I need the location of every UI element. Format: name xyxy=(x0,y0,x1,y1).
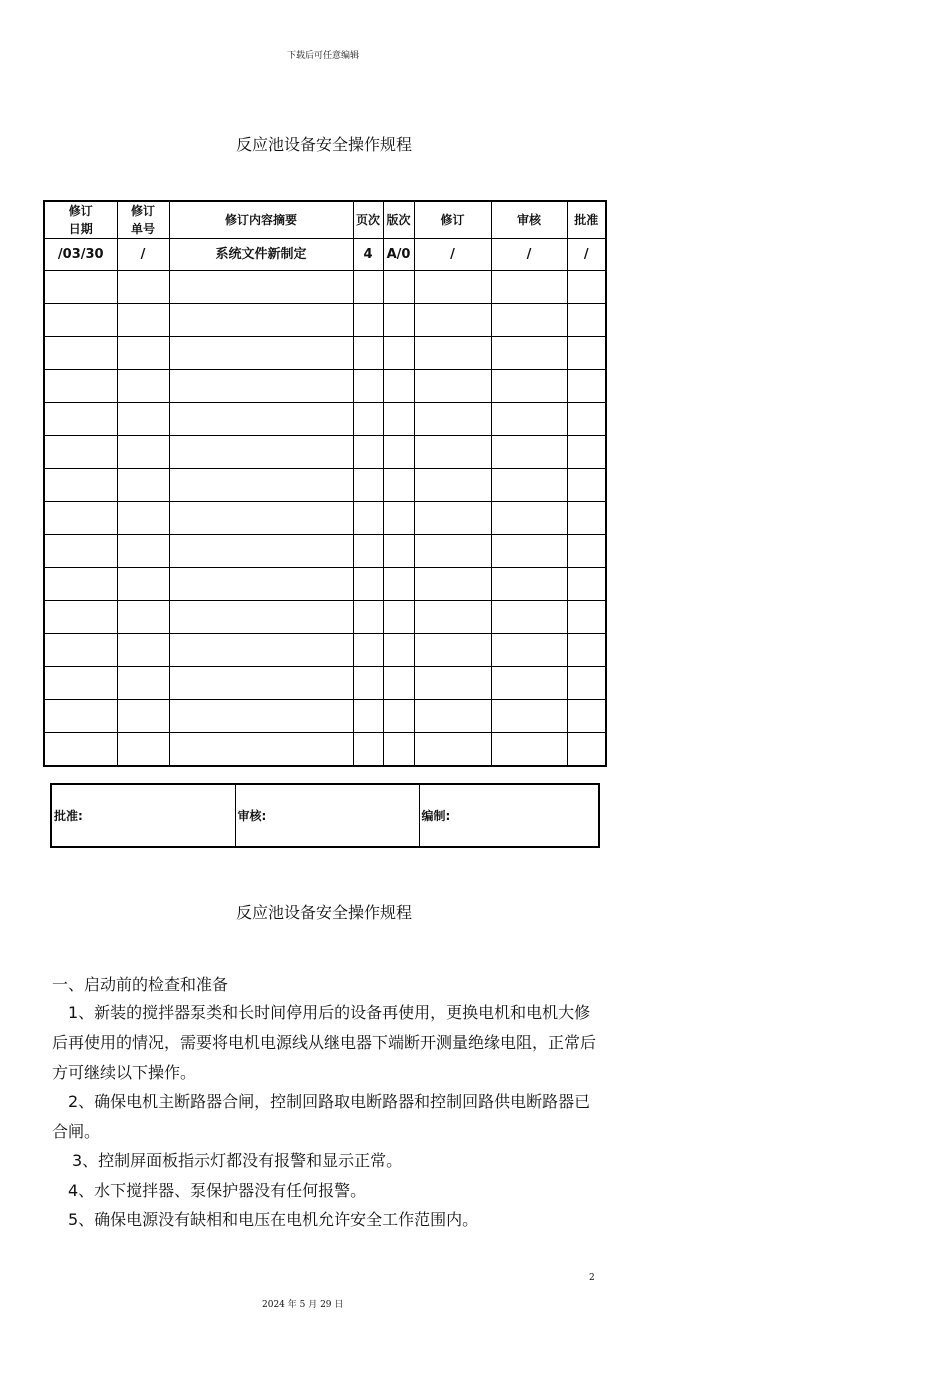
empty-table-cell xyxy=(414,601,491,634)
empty-table-cell xyxy=(44,403,117,436)
empty-table-cell xyxy=(414,337,491,370)
empty-table-cell xyxy=(414,370,491,403)
empty-table-row xyxy=(44,469,606,502)
empty-table-cell xyxy=(169,733,353,767)
empty-table-cell xyxy=(414,535,491,568)
empty-table-cell xyxy=(567,733,606,767)
column-header: 修订 日期 xyxy=(44,201,117,239)
empty-table-cell xyxy=(353,535,383,568)
empty-table-cell xyxy=(383,469,414,502)
empty-table-cell xyxy=(567,337,606,370)
empty-table-cell xyxy=(44,502,117,535)
empty-table-cell xyxy=(169,568,353,601)
empty-table-cell xyxy=(169,601,353,634)
empty-table-cell xyxy=(383,634,414,667)
empty-table-cell xyxy=(117,700,169,733)
empty-table-cell xyxy=(383,337,414,370)
column-header: 修订 xyxy=(414,201,491,239)
empty-table-cell xyxy=(117,535,169,568)
empty-table-cell xyxy=(491,634,567,667)
empty-table-cell xyxy=(169,502,353,535)
empty-table-cell xyxy=(491,469,567,502)
empty-table-cell xyxy=(44,733,117,767)
signature-table xyxy=(50,783,600,848)
empty-table-cell xyxy=(169,403,353,436)
empty-table-cell xyxy=(414,667,491,700)
column-header: 修订 单号 xyxy=(117,201,169,239)
empty-table-cell xyxy=(44,436,117,469)
empty-table-cell xyxy=(353,634,383,667)
empty-table-row xyxy=(44,568,606,601)
empty-table-cell xyxy=(491,271,567,304)
empty-table-cell xyxy=(383,502,414,535)
empty-table-cell xyxy=(117,634,169,667)
empty-table-cell xyxy=(383,700,414,733)
empty-table-cell xyxy=(491,601,567,634)
empty-table-cell xyxy=(383,667,414,700)
empty-table-cell xyxy=(567,304,606,337)
empty-table-cell xyxy=(353,370,383,403)
table-cell: / xyxy=(567,239,606,271)
empty-table-cell xyxy=(353,469,383,502)
empty-table-cell xyxy=(169,436,353,469)
list-item: 3、控制屏面板指示灯都没有报警和显示正常。 xyxy=(72,1151,403,1170)
empty-table-cell xyxy=(567,271,606,304)
empty-table-cell xyxy=(353,436,383,469)
table-cell: / xyxy=(491,239,567,271)
empty-table-cell xyxy=(169,337,353,370)
empty-table-cell xyxy=(383,601,414,634)
empty-table-cell xyxy=(169,700,353,733)
revision-table-header xyxy=(44,201,606,239)
empty-table-cell xyxy=(353,337,383,370)
empty-table-cell xyxy=(117,436,169,469)
list-item: 5、确保电源没有缺相和电压在电机允许安全工作范围内。 xyxy=(68,1210,479,1229)
empty-table-cell xyxy=(169,634,353,667)
empty-table-cell xyxy=(117,601,169,634)
empty-table-cell xyxy=(44,667,117,700)
table-cell: 4 xyxy=(353,239,383,271)
empty-table-row xyxy=(44,370,606,403)
column-header: 页次 xyxy=(353,201,383,239)
empty-table-cell xyxy=(117,271,169,304)
empty-table-cell xyxy=(117,667,169,700)
page-number: 2 xyxy=(589,1273,595,1283)
empty-table-cell xyxy=(491,733,567,767)
column-header: 批准 xyxy=(567,201,606,239)
empty-table-cell xyxy=(414,304,491,337)
empty-table-cell xyxy=(117,304,169,337)
section-heading: 一、启动前的检查和准备 xyxy=(52,975,229,994)
empty-table-cell xyxy=(383,271,414,304)
empty-table-cell xyxy=(117,370,169,403)
empty-table-cell xyxy=(383,304,414,337)
list-item: 1、新装的搅拌器泵类和长时间停用后的设备再使用，更换电机和电机大修后再使用的情况，需要将电机电源线从继电器下端断开测量绝缘电阻，正常后方可继续以下操作。 xyxy=(52,1003,597,1082)
table-cell: / xyxy=(117,239,169,271)
empty-table-cell xyxy=(491,337,567,370)
empty-table-row xyxy=(44,337,606,370)
column-header: 审核 xyxy=(491,201,567,239)
empty-table-row xyxy=(44,601,606,634)
empty-table-cell xyxy=(567,370,606,403)
empty-table-cell xyxy=(117,502,169,535)
empty-table-cell xyxy=(169,271,353,304)
empty-table-cell xyxy=(44,535,117,568)
empty-table-cell xyxy=(491,304,567,337)
revision-table xyxy=(43,200,607,767)
empty-table-cell xyxy=(169,304,353,337)
revision-table-body xyxy=(44,239,606,767)
empty-table-cell xyxy=(567,568,606,601)
empty-table-cell xyxy=(383,568,414,601)
empty-table-cell xyxy=(567,700,606,733)
empty-table-cell xyxy=(117,469,169,502)
compile-label: 编制: xyxy=(419,784,599,847)
column-header: 版次 xyxy=(383,201,414,239)
empty-table-cell xyxy=(169,370,353,403)
empty-table-cell xyxy=(414,568,491,601)
empty-table-cell xyxy=(414,403,491,436)
empty-table-cell xyxy=(414,634,491,667)
empty-table-cell xyxy=(353,403,383,436)
empty-table-row xyxy=(44,304,606,337)
empty-table-cell xyxy=(353,304,383,337)
empty-table-row xyxy=(44,700,606,733)
table-cell: / xyxy=(414,239,491,271)
empty-table-cell xyxy=(491,436,567,469)
review-label: 审核: xyxy=(235,784,419,847)
empty-table-cell xyxy=(414,469,491,502)
empty-table-cell xyxy=(414,502,491,535)
footer-date: 2024 年 5 月 29 日 xyxy=(262,1300,344,1310)
empty-table-row xyxy=(44,667,606,700)
empty-table-cell xyxy=(383,535,414,568)
empty-table-cell xyxy=(491,700,567,733)
empty-table-cell xyxy=(353,601,383,634)
empty-table-cell xyxy=(567,667,606,700)
empty-table-cell xyxy=(44,601,117,634)
table-cell: A/0 xyxy=(383,239,414,271)
header-note: 下载后可任意编辑 xyxy=(287,51,360,61)
empty-table-row xyxy=(44,502,606,535)
table-cell: 系统文件新制定 xyxy=(169,239,353,271)
empty-table-cell xyxy=(117,568,169,601)
empty-table-cell xyxy=(383,436,414,469)
approve-label: 批准: xyxy=(51,784,235,847)
section-document-title: 反应池设备安全操作规程 xyxy=(235,903,412,922)
empty-table-cell xyxy=(567,634,606,667)
empty-table-cell xyxy=(353,700,383,733)
empty-table-cell xyxy=(491,667,567,700)
empty-table-row xyxy=(44,634,606,667)
empty-table-cell xyxy=(169,667,353,700)
column-header: 修订内容摘要 xyxy=(169,201,353,239)
empty-table-cell xyxy=(353,502,383,535)
empty-table-cell xyxy=(567,535,606,568)
empty-table-cell xyxy=(491,568,567,601)
empty-table-row xyxy=(44,535,606,568)
empty-table-cell xyxy=(414,271,491,304)
empty-table-cell xyxy=(353,271,383,304)
empty-table-cell xyxy=(567,601,606,634)
empty-table-cell xyxy=(414,733,491,767)
empty-table-cell xyxy=(491,403,567,436)
empty-table-cell xyxy=(353,568,383,601)
empty-table-cell xyxy=(491,502,567,535)
empty-table-cell xyxy=(44,304,117,337)
empty-table-cell xyxy=(491,370,567,403)
empty-table-cell xyxy=(353,733,383,767)
empty-table-cell xyxy=(44,370,117,403)
empty-table-cell xyxy=(117,403,169,436)
document-title: 反应池设备安全操作规程 xyxy=(235,135,412,154)
empty-table-cell xyxy=(567,469,606,502)
empty-table-row xyxy=(44,733,606,767)
empty-table-cell xyxy=(383,370,414,403)
table-row xyxy=(44,239,606,271)
empty-table-cell xyxy=(169,469,353,502)
list-item: 2、确保电机主断路器合闸，控制回路取电断路器和控制回路供电断路器已合闸。 xyxy=(52,1092,591,1141)
empty-table-row xyxy=(44,403,606,436)
empty-table-cell xyxy=(383,403,414,436)
empty-table-row xyxy=(44,271,606,304)
table-cell: /03/30 xyxy=(44,239,117,271)
empty-table-cell xyxy=(491,535,567,568)
empty-table-cell xyxy=(44,568,117,601)
empty-table-cell xyxy=(117,733,169,767)
empty-table-row xyxy=(44,436,606,469)
empty-table-cell xyxy=(44,271,117,304)
empty-table-cell xyxy=(117,337,169,370)
empty-table-cell xyxy=(169,535,353,568)
empty-table-cell xyxy=(567,403,606,436)
empty-table-cell xyxy=(414,700,491,733)
empty-table-cell xyxy=(44,337,117,370)
empty-table-cell xyxy=(567,502,606,535)
list-item: 4、水下搅拌器、泵保护器没有任何报警。 xyxy=(68,1181,367,1200)
empty-table-cell xyxy=(44,700,117,733)
empty-table-cell xyxy=(567,436,606,469)
empty-table-cell xyxy=(44,634,117,667)
empty-table-cell xyxy=(353,667,383,700)
empty-table-cell xyxy=(414,436,491,469)
empty-table-cell xyxy=(383,733,414,767)
empty-table-cell xyxy=(44,469,117,502)
